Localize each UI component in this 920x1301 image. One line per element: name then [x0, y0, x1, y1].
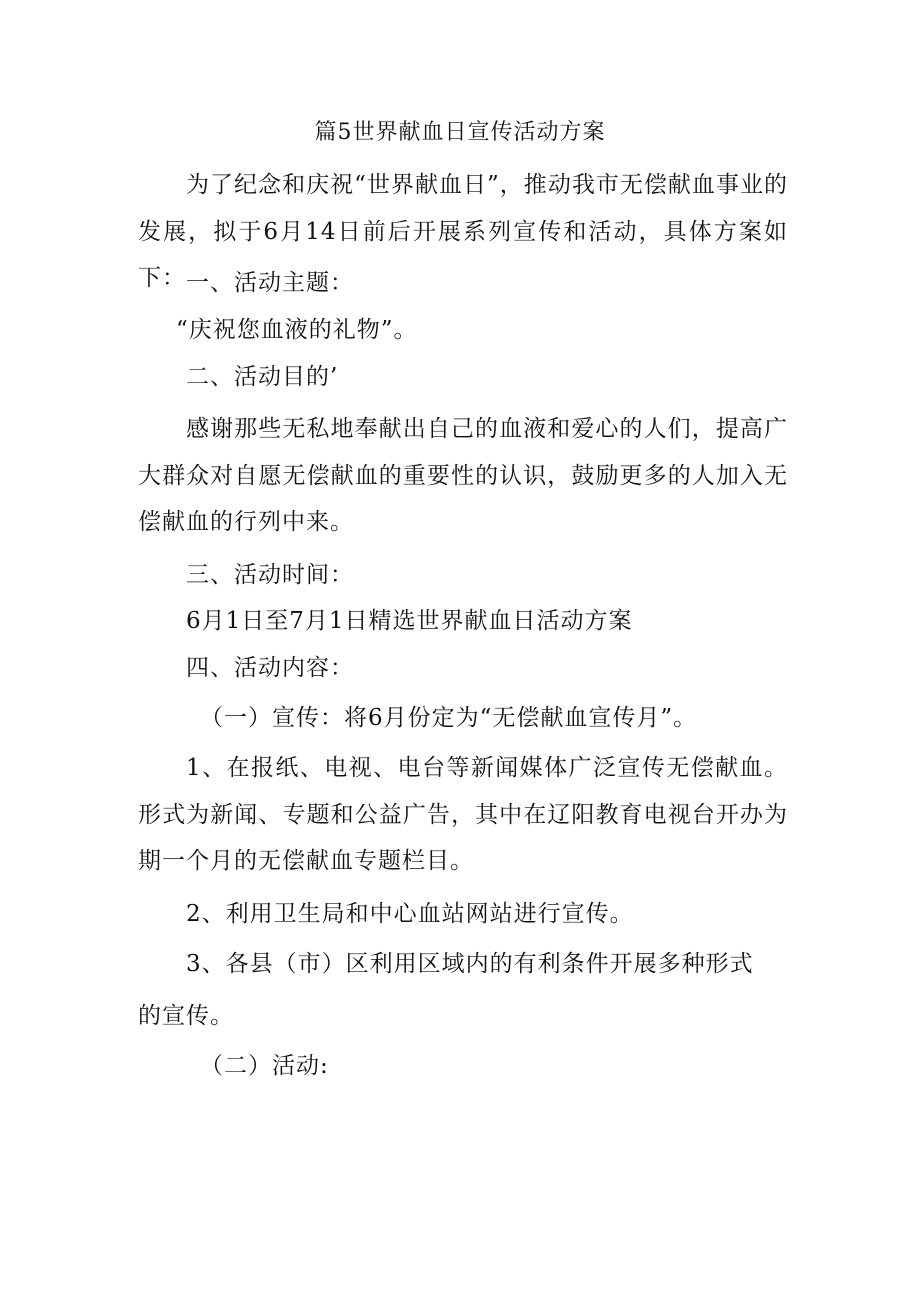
subsection-1-heading: （一）宣传：将6月份定为“无偿献血宣传月”。 [200, 705, 698, 731]
section-1-heading: 一、活动主题： [186, 270, 354, 296]
list-item-3-line-1: 3、各县（市）区利用区域内的有利条件开展多种形式 [186, 951, 754, 977]
subsection-2-heading: （二）活动: [200, 1053, 329, 1079]
section-2-body: 感谢那些无私地奉献出自己的血液和爱心的人们，提高广大群众对自愿无偿献血的重要性的认识，鼓励更多的人加入无偿献血的行列中来。 [138, 416, 788, 535]
section-3-body: 6月1日至7月1日精选世界献血日活动方案 [186, 608, 633, 634]
intro-paragraph: 为了纪念和庆祝“世界献血日”，推动我市无偿献血事业的发展，拟于6月14日前后开展系列宣传和活动，具体方案如下： [138, 172, 788, 291]
list-item-2: 2、利用卫生局和中心血站网站进行宣传。 [186, 901, 634, 927]
list-item-3-line-2: 的宣传。 [138, 1003, 234, 1029]
document-title: 篇5世界献血日宣传活动方案 [314, 120, 606, 145]
section-3-heading: 三、活动时间： [186, 562, 354, 588]
section-2-heading: 二、活动目的’ [186, 364, 339, 390]
section-4-heading: 四、活动内容： [186, 655, 354, 681]
list-item-1: 1、在报纸、电视、电台等新闻媒体广泛宣传无偿献血。形式为新闻、专题和公益广告，其中在辽阳教育电视台开办为期一个月的无偿献血专题栏目。 [138, 755, 788, 874]
section-1-body: “庆祝您血液的礼物”。 [176, 317, 418, 343]
